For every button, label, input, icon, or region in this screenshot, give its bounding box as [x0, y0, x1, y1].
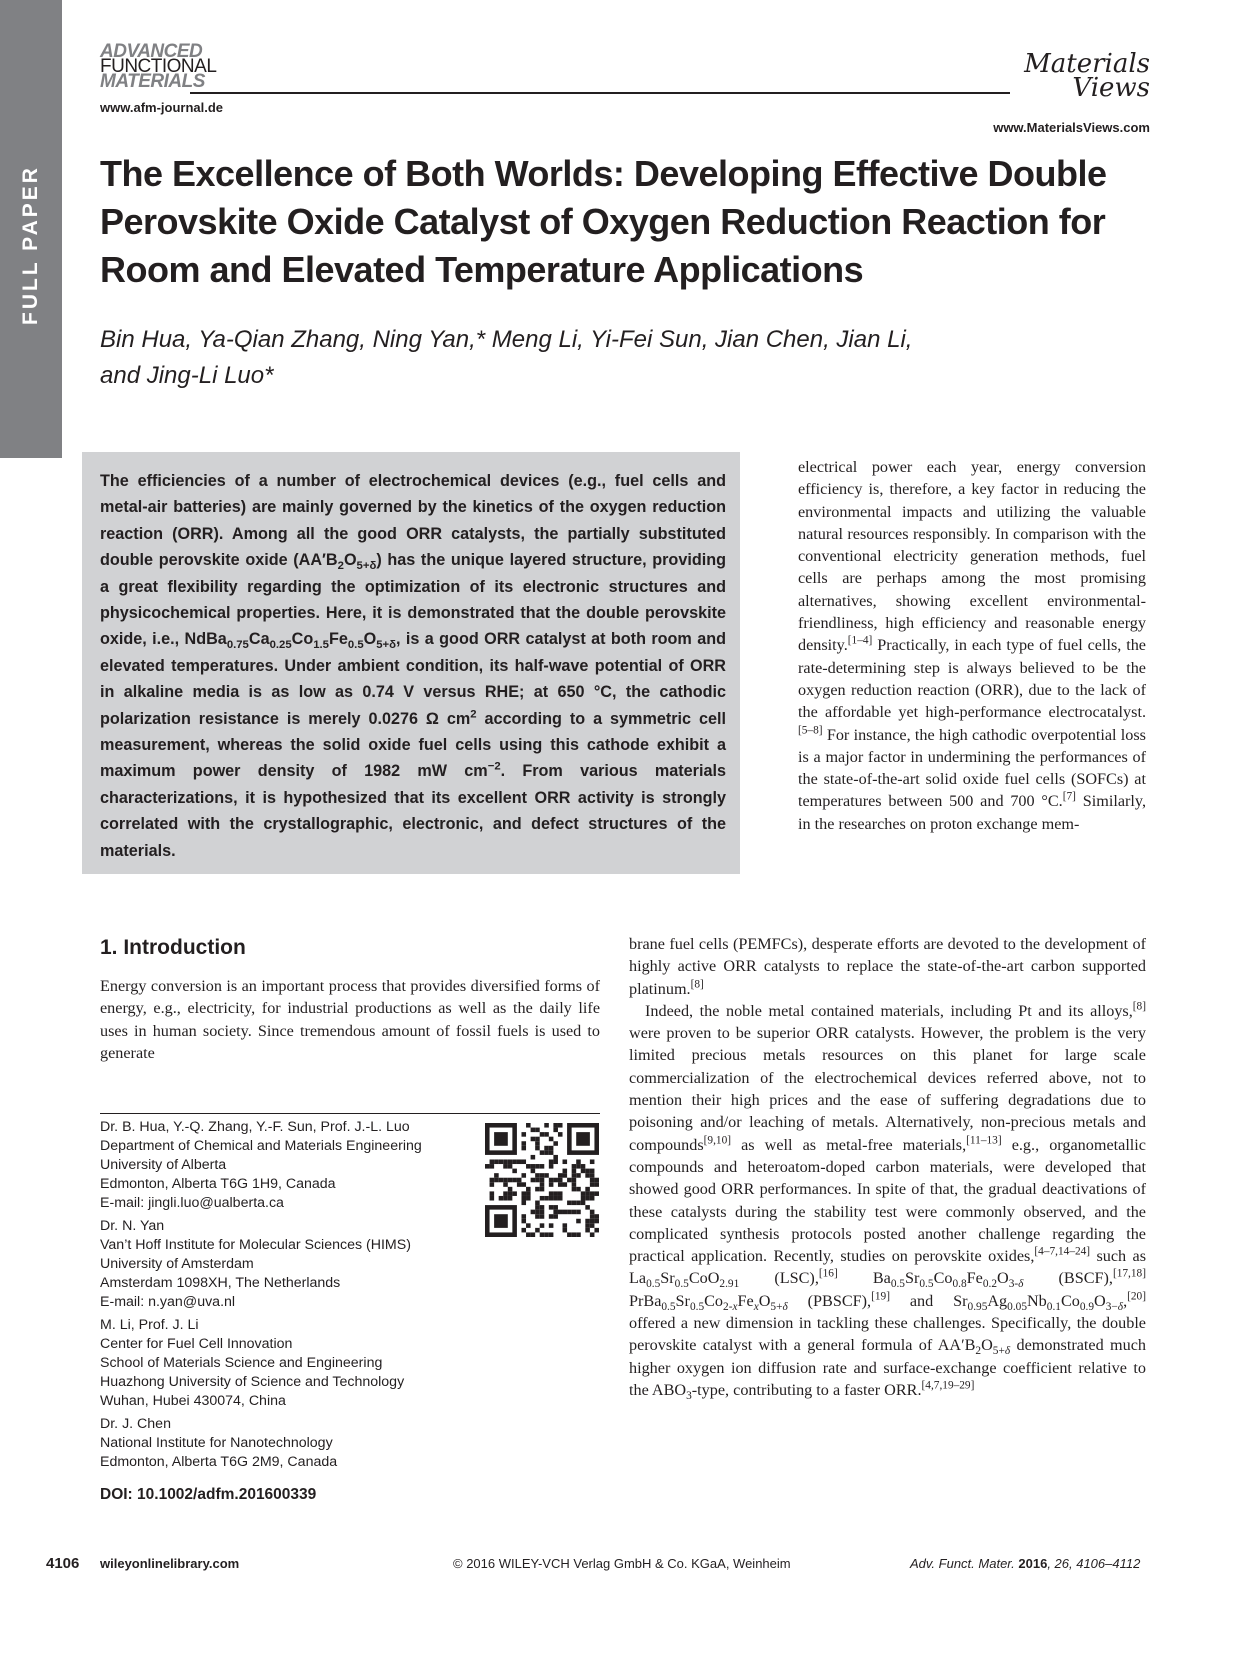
doi-link[interactable]: DOI: 10.1002/adfm.201600339	[100, 1486, 317, 1503]
abstract-text: The efficiencies of a number of electrochemical devices (e.g., fuel cells and metal-air batteries) are mainly governed by the kinetics of the oxygen reduction reaction (ORR). Among all the good ORR catalysts, the partially substituted double perovskite oxide $(AA'B_2O_{5+\delta})$ has the unique layered structure, providing a great flexibility regarding the optimization of its electronic structures and physicochemical properties. Here, it is demonstrated that the double perovskite oxide, i.e., $NdBa_{0.75}Ca_{0.25}Co_{1.5}Fe_{0.5}O_{5+\delta}$, is a good ORR catalyst at both room and elevated temperatures. Under ambient condition, its half-wave potential of ORR in alkaline media is as low as 0.74 V versus RHE; at 650 °C, the cathodic polarization resistance is merely 0.0276 Ω $cm^2$ according to a symmetric cell measurement, whereas the solid oxide fuel cells using this cathode exhibit a maximum power density of 1982 mW $cm^{-2}$. From various materials characterizations, it is hypothesized that its excellent ORR activity is strongly correlated with the crystallographic, electronic, and defect structures of the materials.	[100, 472, 726, 860]
affiliation-line: M. Li, Prof. J. Li	[100, 1317, 199, 1333]
publisher-logo-line2: Views	[1072, 73, 1150, 103]
journal-logo-line2: FUNCTIONAL	[100, 56, 217, 77]
footer-site-link[interactable]: wileyonlinelibrary.com	[100, 1556, 240, 1571]
publisher-url-link[interactable]: www.MaterialsViews.com	[993, 120, 1150, 135]
affiliation-line: Dr. B. Hua, Y.-Q. Zhang, Y.-F. Sun, Prof. J.-L. Luo	[100, 1119, 410, 1135]
affiliation-rule	[100, 1113, 600, 1114]
affiliation-group	[100, 1316, 470, 1411]
publisher-logo-line1: Materials	[1024, 49, 1150, 79]
affiliation-group	[100, 1118, 470, 1213]
page-footer	[0, 1555, 1241, 1579]
section-tab-label: FULL PAPER	[19, 165, 42, 325]
citation-journal: Adv. Funct. Mater.	[910, 1556, 1015, 1571]
affiliation-line: Dr. N. Yan	[100, 1218, 165, 1234]
affiliation-email[interactable]: E-mail: n.yan@uva.nl	[100, 1294, 236, 1310]
affiliation-line: Van’t Hoff Institute for Molecular Sciences (HIMS)	[100, 1237, 411, 1253]
body-paragraph: brane fuel cells (PEMFCs), desperate efforts are devoted to the development of highly active ORR catalysts to replace the state-of-the-art carbon supported platinum.[8]	[629, 935, 1146, 998]
affiliation-line: Edmonton, Alberta T6G 1H9, Canada	[100, 1176, 336, 1192]
affiliation-line: University of Alberta	[100, 1157, 227, 1173]
journal-logo-line1: ADVANCED	[100, 41, 203, 62]
affiliation-line: Department of Chemical and Materials Engineering	[100, 1138, 422, 1154]
section-heading-introduction: 1. Introduction	[100, 936, 246, 959]
publisher-logo	[1010, 49, 1150, 103]
affiliation-line: Edmonton, Alberta T6G 2M9, Canada	[100, 1454, 338, 1470]
section-tab	[0, 0, 62, 458]
affiliation-group	[100, 1415, 470, 1472]
body-text-right-top: electrical power each year, energy conversion efficiency is, therefore, a key factor in reducing the environmental impacts and utilizing the valuable natural resources responsibly. In comparison with the conventional electricity generation methods, fuel cells are perhaps among the most promising alternatives, showing excellent environmental-friendliness, high efficiency and reasonable energy density.[1–4] Practically, in each type of fuel cells, the rate-determining step is always believed to be the oxygen reduction reaction (ORR), due to the lack of the affordable yet high-performance electrocatalyst.[5–8] For instance, the high cathodic overpotential loss is a major factor in undermining the performances of the state-of-the-art solid oxide fuel cells (SOFCs) at temperatures between 500 and 700 °C.[7] Similarly, in the researches on proton exchange mem-	[798, 458, 1146, 833]
affiliation-email[interactable]: E-mail: jingli.luo@ualberta.ca	[100, 1195, 284, 1211]
affiliation-line: Dr. J. Chen	[100, 1416, 171, 1432]
introduction-text: Energy conversion is an important process that provides diversified forms of energy, e.g., electricity, for industrial productions as well as the daily life uses in human society. Since tremendous amount of fossil fuels is used to generate	[100, 977, 600, 1062]
body-paragraph: Indeed, the noble metal contained materials, including Pt and its alloys,[8] were proven to be superior ORR catalysts. However, the problem is the very limited precious metals resources on this planet for large scale commercialization of the electrochemical devices referred above, not to mention their high prices and the ease of suffering degradations due to poisoning and/or leaching of metals. Alternatively, non-precious metals and compounds[9,10] as well as metal-free materials,[11–13] e.g., organometallic compounds and heteroatom-doped carbon materials, were developed that showed good ORR performances. In spite of that, the gradual deactivations of these catalysts during the stability test were commonly observed, and the complicated synthesis protocols posted another challenge regarding the practical application. Recently, studies on perovskite oxides,[4–7,14–24] such as $La_{0.5}Sr_{0.5}CoO_{2.91}$ (LSC),[16] $Ba_{0.5}Sr_{0.5}Co_{0.8}Fe_{0.2}O_{3-\delta}$ (BSCF),[17,18] $PrBa_{0.5}Sr_{0.5}Co_{2-x}Fe_xO_{5+\delta}$ (PBSCF),[19] and $Sr_{0.95}Ag_{0.05}Nb_{0.1}Co_{0.9}O_{3-\delta},[20]$ offered a new dimension in tackling these challenges. Specifically, the double perovskite catalyst with a general formula of $AA'B_2O_{5+\delta}$ demonstrated much higher oxygen ion diffusion rate and surface-exchange coefficient relative to the $ABO_3$-type, contributing to a faster ORR.[4,7,19–29]	[629, 1000, 1147, 1403]
affiliation-group	[100, 1217, 470, 1312]
citation-year: 2016	[1018, 1556, 1048, 1571]
footer-citation	[910, 1556, 1140, 1571]
affiliation-line: Amsterdam 1098XH, The Netherlands	[100, 1275, 341, 1291]
affiliation-line: Center for Fuel Cell Innovation	[100, 1336, 293, 1352]
page-number: 4106	[46, 1555, 80, 1572]
qr-code-icon[interactable]	[485, 1123, 599, 1237]
article-title: The Excellence of Both Worlds: Developing Effective Double Perovskite Oxide Catalyst of Oxygen Reduction Reaction for Room and Elevated Temperature Applications	[100, 153, 1107, 290]
journal-logo-line3: MATERIALS	[100, 71, 205, 92]
body-text-right-main	[629, 933, 1146, 1401]
section-tab-label-wrap	[6, 160, 56, 330]
journal-url-link[interactable]: www.afm-journal.de	[100, 100, 224, 115]
footer-copyright: © 2016 WILEY-VCH Verlag GmbH & Co. KGaA, Weinheim	[453, 1556, 791, 1571]
author-list: Bin Hua, Ya-Qian Zhang, Ning Yan,* Meng Li, Yi-Fei Sun, Jian Chen, Jian Li, and Jing-Li Luo*	[100, 326, 913, 389]
affiliation-line: Wuhan, Hubei 430074, China	[100, 1393, 286, 1409]
affiliation-line: Huazhong University of Science and Technology	[100, 1374, 405, 1390]
affiliation-line: University of Amsterdam	[100, 1256, 254, 1272]
citation-volume-pages: , 26, 4106–4112	[1047, 1556, 1141, 1571]
affiliations	[100, 1118, 470, 1476]
journal-logo	[100, 41, 217, 92]
header-rule	[190, 92, 1010, 94]
affiliation-line: School of Materials Science and Engineering	[100, 1355, 383, 1371]
affiliation-line: National Institute for Nanotechnology	[100, 1435, 333, 1451]
